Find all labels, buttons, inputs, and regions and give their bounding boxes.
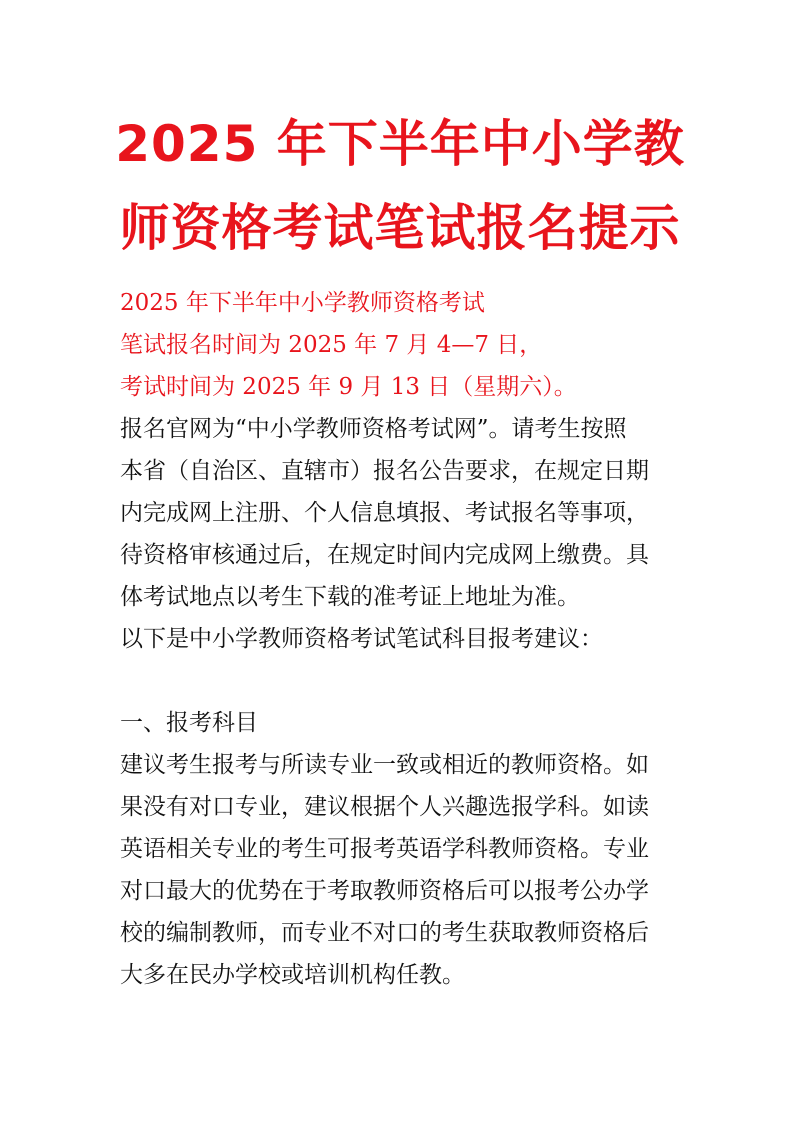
section-body-line: 校的编制教师，而专业不对口的考生获取教师资格后 <box>120 920 649 946</box>
title-line-1: 2025 年下半年中小学教 <box>115 115 685 173</box>
intro-body-line: 体考试地点以考生下载的准考证上地址为准。 <box>120 584 580 610</box>
intro-body-line: 本省（自治区、直辖市）报名公告要求，在规定日期 <box>120 458 649 484</box>
intro-red-line: 考试时间为 2025 年 9 月 13 日（星期六）。 <box>120 374 577 400</box>
title-line-2: 师资格考试笔试报名提示 <box>119 199 681 257</box>
section-body-line: 对口最大的优势在于考取教师资格后可以报考公办学 <box>120 878 649 904</box>
section-body-line: 大多在民办学校或培训机构任教。 <box>120 962 465 988</box>
intro-body-line: 报名官网为“中小学教师资格考试网”。请考生按照 <box>120 416 627 442</box>
document-body <box>120 282 700 996</box>
section-body-line: 英语相关专业的考生可报考英语学科教师资格。专业 <box>120 836 649 862</box>
intro-body-line: 待资格审核通过后，在规定时间内完成网上缴费。具 <box>120 542 649 568</box>
intro-body-line: 内完成网上注册、个人信息填报、考试报名等事项， <box>120 500 649 526</box>
intro-red-line: 笔试报名时间为 2025 年 7 月 4—7 日， <box>120 332 543 358</box>
section-body-line: 果没有对口专业，建议根据个人兴趣选报学科。如读 <box>120 794 649 820</box>
section-heading: 一、报考科目 <box>120 710 258 736</box>
section-body-line: 建议考生报考与所读专业一致或相近的教师资格。如 <box>120 752 649 778</box>
intro-red-line: 2025 年下半年中小学教师资格考试 <box>120 290 485 316</box>
intro-body-line: 以下是中小学教师资格考试笔试科目报考建议： <box>120 626 603 652</box>
paragraph-gap <box>120 660 700 702</box>
